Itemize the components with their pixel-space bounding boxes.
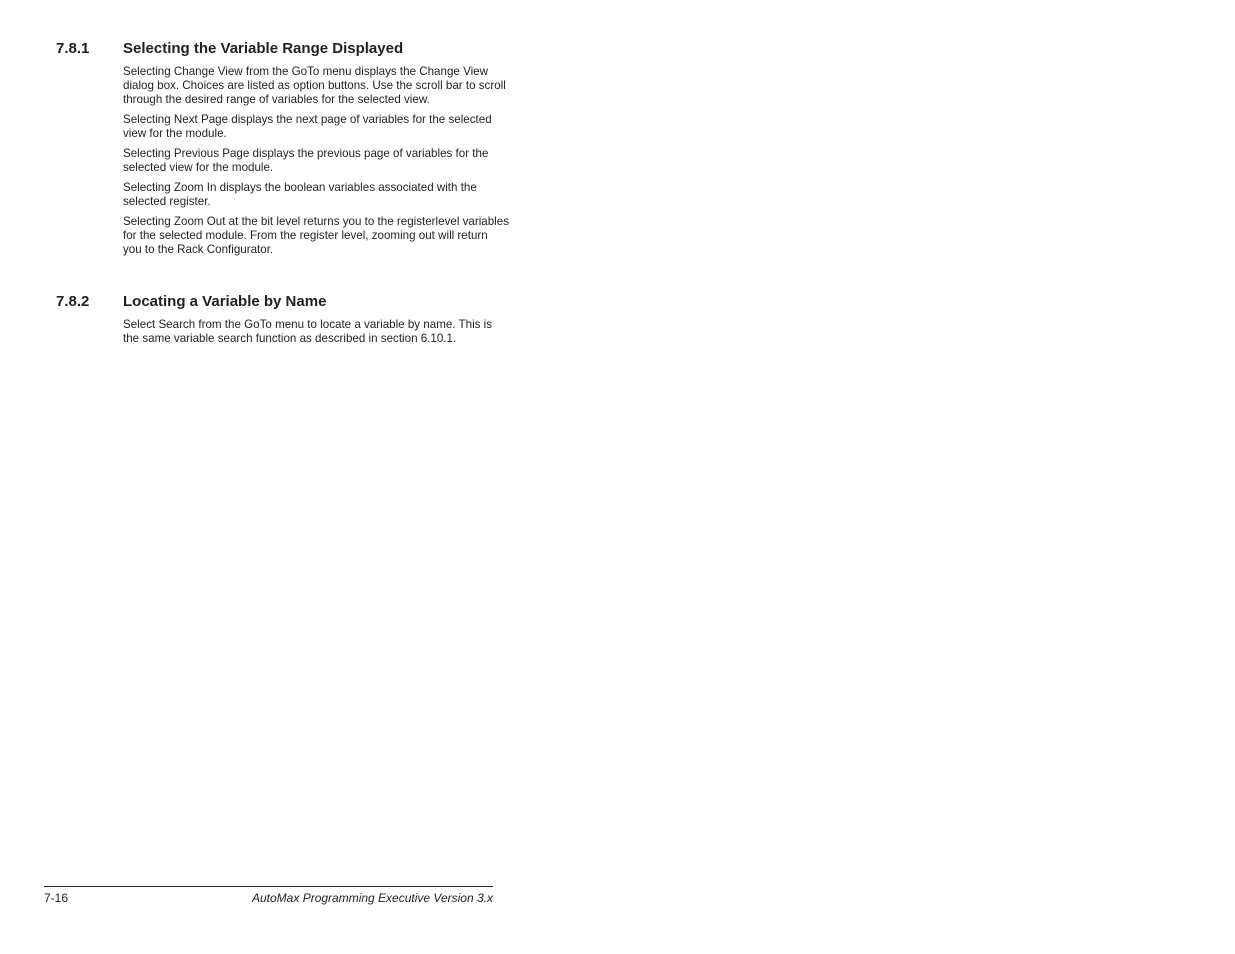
- section-body: [123, 318, 509, 346]
- section-body: [123, 65, 509, 257]
- section-number: 7.8.1: [56, 40, 90, 57]
- section-heading: [56, 293, 516, 311]
- paragraph: Selecting Previous Page displays the previous page of variables for the selected view for the module.: [123, 147, 489, 174]
- section-title: Locating a Variable by Name: [123, 293, 327, 310]
- paragraph: Selecting Next Page displays the next page of variables for the selected view for the module.: [123, 113, 492, 140]
- page-number: 7-16: [44, 891, 69, 905]
- page-footer: [44, 886, 493, 905]
- paragraph: Selecting Zoom Out at the bit level returns you to the registerlevel variables for the selected module. From the register level, zooming out will return you to the Rack Configurator.: [123, 215, 510, 256]
- paragraph: Selecting Change View from the GoTo menu displays the Change View dialog box. Choices are listed as option buttons. Use the scroll bar to scroll through the desired range of variables for the selected view.: [123, 65, 506, 106]
- section-heading: [56, 40, 516, 58]
- section-7-8-2: [56, 293, 516, 352]
- section-7-8-1: [56, 40, 516, 263]
- paragraph: Selecting Zoom In displays the boolean variables associated with the selected register.: [123, 181, 477, 208]
- document-title: AutoMax Programming Executive Version 3.x: [252, 891, 493, 905]
- section-number: 7.8.2: [56, 293, 90, 310]
- paragraph: Select Search from the GoTo menu to locate a variable by name. This is the same variable search function as described in section 6.10.1.: [123, 318, 493, 345]
- section-title: Selecting the Variable Range Displayed: [123, 40, 404, 57]
